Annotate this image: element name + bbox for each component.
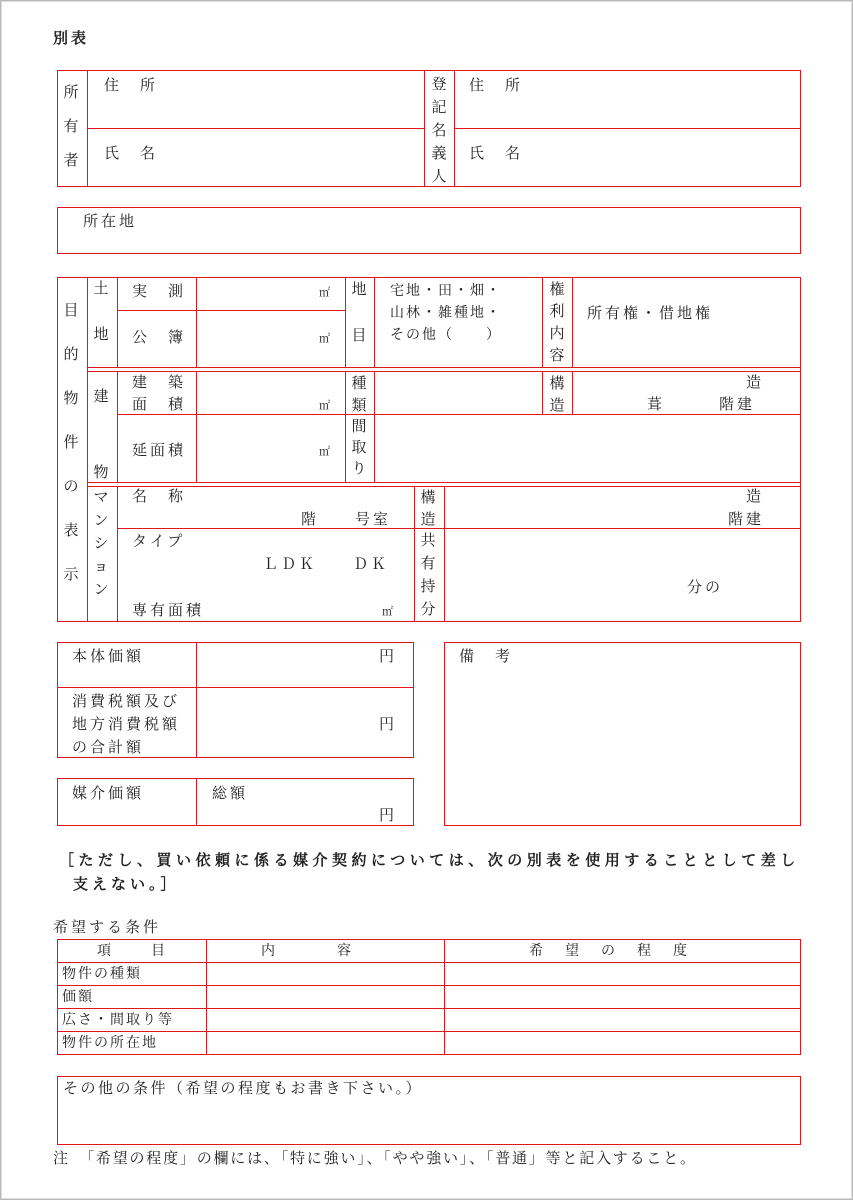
mansion-exclusive-area-unit: ㎡ — [382, 605, 393, 618]
land-rights-value: 所有権・借地権 — [587, 304, 714, 322]
tax-label-line-2: 地方消費税額 — [72, 715, 181, 733]
conditions-row-size-layout: 広さ・間取り等 — [62, 1012, 174, 1028]
land-category-option-1: 宅地・田・畑・ — [390, 283, 502, 299]
mansion-type-label: タイプ — [132, 532, 186, 550]
owner-address-label: 住 所 — [104, 76, 159, 94]
land-register-unit: ㎡ — [319, 332, 330, 345]
building-layout-label: 間 取 り — [351, 417, 367, 477]
mansion-ldk-label: ＬＤＫ ＤＫ — [263, 555, 390, 573]
conditions-row-price: 価額 — [62, 989, 94, 1005]
body-price-label: 本体価額 — [72, 647, 145, 665]
mansion-room-label: 階 号室 — [301, 510, 392, 528]
land-rights-label: 権 利 内 容 — [549, 280, 565, 364]
property-side-label: 目 的 物 件 の 表 示 — [63, 301, 79, 583]
building-area-label-1: 建 築 — [132, 373, 187, 391]
land-category-option-3: その他（ ） — [390, 327, 502, 343]
building-area-label-2: 面 積 — [132, 395, 187, 413]
note-bracket-line-2: 支えない。］ — [73, 875, 180, 893]
building-label: 建 物 — [93, 387, 109, 481]
land-measured-unit: ㎡ — [319, 286, 330, 299]
body-price-yen: 円 — [379, 647, 398, 665]
conditions-row-location: 物件の所在地 — [62, 1035, 158, 1051]
agency-yen: 円 — [379, 806, 398, 824]
registered-address-label: 住 所 — [469, 76, 524, 94]
location-label: 所在地 — [83, 212, 138, 230]
mansion-name-label: 名 称 — [132, 487, 187, 505]
footnote: 注 「希望の程度」の欄には、「特に強い」、「やや強い」、「普通」等と記入すること。 — [53, 1149, 697, 1167]
mansion-label: マ ン シ ョ ン — [93, 488, 109, 598]
mansion-floors-suffix: 階建 — [728, 510, 765, 528]
mansion-exclusive-area-label: 専有面積 — [132, 601, 205, 619]
building-structure-label: 構 造 — [549, 374, 565, 414]
building-roof-floor: 葺 階建 — [647, 395, 756, 413]
land-register-label: 公 簿 — [132, 328, 187, 346]
note-bracket-line-1: ［ただし、買い依頼に係る媒介契約については、次の別表を使用することとして差し — [59, 851, 800, 869]
remarks-section — [444, 642, 801, 826]
land-label: 土 地 — [93, 279, 109, 343]
agency-price-label: 媒介価額 — [72, 784, 145, 802]
tax-label-line-3: の合計額 — [72, 738, 145, 756]
page-title: 別表 — [53, 29, 90, 47]
tax-yen: 円 — [379, 715, 398, 733]
remarks-label: 備 考 — [459, 647, 514, 665]
owner-name-label: 氏 名 — [104, 144, 159, 162]
land-category-label: 地 目 — [351, 280, 367, 344]
registered-name-label: 氏 名 — [469, 144, 524, 162]
conditions-header-item: 項 目 — [97, 943, 169, 959]
building-floor-area-unit: ㎡ — [319, 445, 330, 458]
mansion-structure-label: 構 造 — [420, 488, 436, 528]
owner-label: 所 有 者 — [63, 83, 79, 169]
land-measured-label: 実 測 — [132, 282, 187, 300]
land-category-option-2: 山林・雑種地・ — [390, 305, 502, 321]
other-conditions-label: その他の条件（希望の程度もお書き下さい。） — [63, 1079, 424, 1097]
agency-total-label: 総額 — [212, 784, 249, 802]
conditions-header-content: 内 容 — [261, 943, 356, 959]
location-section — [57, 207, 801, 254]
conditions-row-property-type: 物件の種類 — [62, 966, 142, 982]
registered-holder-label: 登 記 名 義 人 — [431, 75, 447, 185]
conditions-header-degree: 希 望 の 程 度 — [529, 943, 691, 959]
mansion-share-label: 分の — [687, 578, 724, 596]
building-type-label: 種 類 — [351, 374, 367, 414]
building-floor-area-label: 延面積 — [132, 441, 187, 459]
building-structure-suffix: 造 — [746, 373, 765, 391]
tax-label-line-1: 消費税額及び — [72, 692, 181, 710]
mansion-structure-suffix: 造 — [746, 487, 765, 505]
conditions-title: 希望する条件 — [53, 918, 162, 936]
building-area-unit: ㎡ — [319, 399, 330, 412]
mansion-common-share-label: 共 有 持 分 — [420, 531, 436, 618]
